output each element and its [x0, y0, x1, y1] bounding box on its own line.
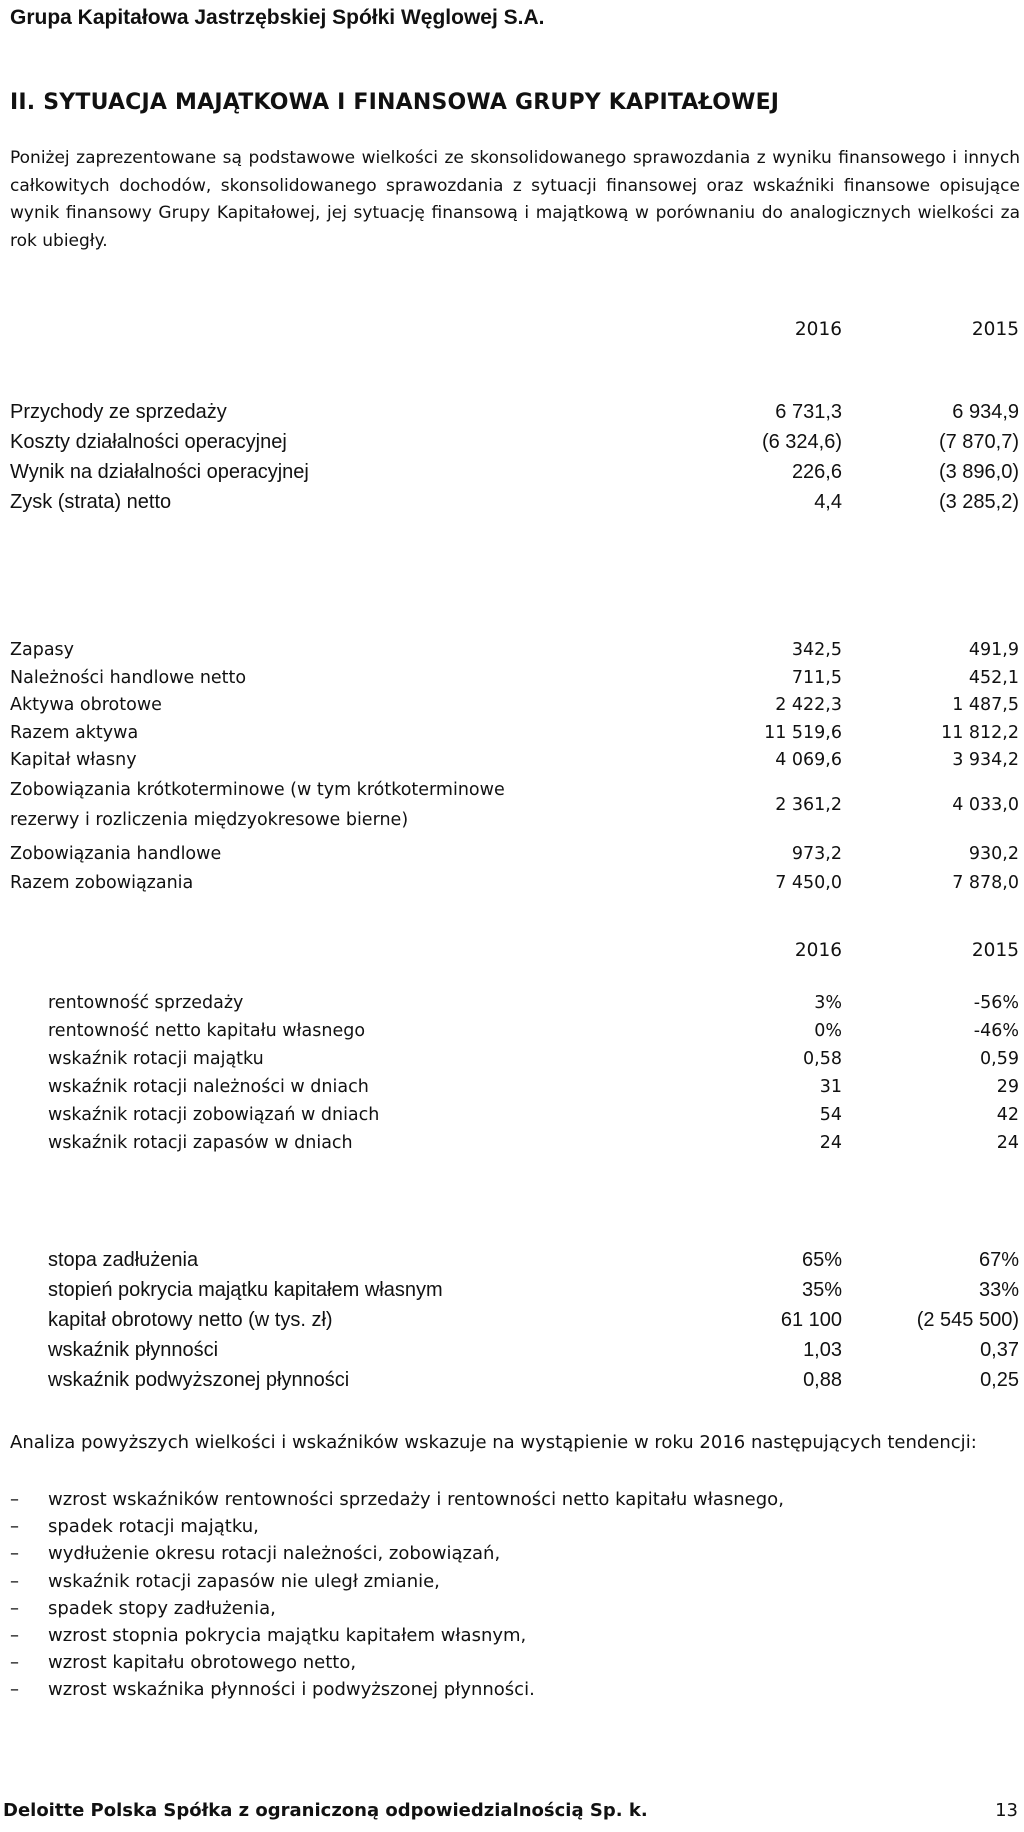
table-row — [0, 1339, 1024, 1369]
value-2016: 711,5 — [791, 668, 842, 688]
value-2015: (7 870,7) — [938, 431, 1019, 453]
list-item-text: wzrost wskaźnika płynności i podwyższonej płynności. — [48, 1679, 535, 1701]
value-2015: -56% — [973, 993, 1019, 1013]
year-2015-header: 2015 — [971, 940, 1019, 961]
value-2016: 0,88 — [803, 1369, 842, 1391]
value-2016: 226,6 — [791, 461, 842, 483]
value-2016: 2 422,3 — [775, 695, 842, 715]
value-2016: 3% — [814, 993, 842, 1013]
row-label: Razem zobowiązania — [10, 873, 194, 893]
value-2015: 0,59 — [980, 1049, 1019, 1069]
value-2015: 0,25 — [980, 1369, 1019, 1391]
table-row — [0, 1077, 1024, 1105]
value-2015: (3 285,2) — [938, 491, 1019, 513]
table-row — [0, 1309, 1024, 1339]
dash-bullet: – — [10, 1570, 19, 1592]
row-label: Zobowiązania krótkoterminowe (w tym krótkoterminowe — [10, 780, 505, 800]
value-2016: 2 361,2 — [775, 795, 842, 815]
value-2016: 35% — [801, 1279, 842, 1301]
row-label: wskaźnik rotacji zobowiązań w dniach — [48, 1105, 380, 1125]
table-row — [0, 695, 1024, 723]
value-2015: 4 033,0 — [952, 795, 1019, 815]
value-2016: 24 — [819, 1133, 842, 1153]
value-2016: (6 324,6) — [761, 431, 842, 453]
value-2016: 0% — [814, 1021, 842, 1041]
value-2016: 973,2 — [791, 844, 842, 864]
table-row — [0, 491, 1024, 521]
row-label: Koszty działalności operacyjnej — [10, 431, 287, 453]
row-label: Zapasy — [10, 640, 75, 660]
list-item — [10, 1568, 1020, 1595]
list-item — [10, 1622, 1020, 1649]
row-label: Kapitał własny — [10, 750, 137, 770]
row-label: Przychody ze sprzedaży — [10, 401, 227, 423]
table-row — [0, 873, 1024, 901]
intro-paragraph — [10, 145, 1020, 255]
list-item — [10, 1540, 1020, 1567]
row-label-continued: rezerwy i rozliczenia międzyokresowe bierne) — [10, 810, 409, 830]
value-2015: 452,1 — [968, 668, 1019, 688]
dash-bullet: – — [10, 1597, 19, 1619]
value-2015: 491,9 — [968, 640, 1019, 660]
year-header-row — [0, 940, 1024, 967]
value-2015: 3 934,2 — [952, 750, 1019, 770]
analysis-paragraph — [10, 1430, 1020, 1456]
footer-firm-name: Deloitte Polska Spółka z ograniczoną odpowiedzialnością Sp. k. — [3, 1800, 648, 1821]
row-label: stopień pokrycia majątku kapitałem własnym — [48, 1279, 443, 1301]
value-2016: 6 731,3 — [775, 401, 842, 423]
list-item-text: wzrost kapitału obrotowego netto, — [48, 1652, 357, 1674]
value-2015: 42 — [996, 1105, 1019, 1125]
year-2016-header: 2016 — [794, 940, 842, 961]
row-label: wskaźnik rotacji majątku — [48, 1049, 264, 1069]
list-item-text: wzrost stopnia pokrycia majątku kapitałem własnym, — [48, 1624, 527, 1646]
table-row — [0, 750, 1024, 778]
row-label: wskaźnik płynności — [48, 1339, 219, 1361]
value-2015: 6 934,9 — [952, 401, 1019, 423]
value-2015: -46% — [973, 1021, 1019, 1041]
section-title: II. SYTUACJA MAJĄTKOWA I FINANSOWA GRUPY KAPITAŁOWEJ — [10, 90, 780, 115]
dash-bullet: – — [10, 1543, 19, 1565]
row-label: Należności handlowe netto — [10, 668, 247, 688]
list-item — [10, 1676, 1020, 1703]
list-item — [10, 1486, 1020, 1513]
table-row — [0, 1249, 1024, 1279]
row-label: kapitał obrotowy netto (w tys. zł) — [48, 1309, 333, 1331]
value-2016: 31 — [819, 1077, 842, 1097]
value-2016: 4,4 — [814, 491, 842, 513]
table-row — [0, 640, 1024, 668]
row-label: Razem aktywa — [10, 723, 139, 743]
value-2016: 65% — [801, 1249, 842, 1271]
table-row — [0, 1049, 1024, 1077]
row-label: Zobowiązania handlowe — [10, 844, 222, 864]
analysis-text: Analiza powyższych wielkości i wskaźników wskazuje na wystąpienie w roku 2016 następujących tendencji: — [10, 1432, 977, 1453]
table-row — [0, 668, 1024, 696]
table-row — [0, 780, 1024, 836]
row-label: stopa zadłużenia — [48, 1249, 199, 1271]
table-row — [0, 723, 1024, 751]
list-item — [10, 1513, 1020, 1540]
list-item — [10, 1595, 1020, 1622]
list-item-text: spadek rotacji majątku, — [48, 1516, 259, 1538]
value-2016: 1,03 — [803, 1339, 842, 1361]
year-2015-header: 2015 — [971, 319, 1019, 340]
value-2016: 7 450,0 — [775, 873, 842, 893]
dash-bullet: – — [10, 1624, 19, 1646]
value-2015: 24 — [996, 1133, 1019, 1153]
row-label: Aktywa obrotowe — [10, 695, 162, 715]
table-row — [0, 844, 1024, 872]
page-number: 13 — [995, 1800, 1018, 1821]
value-2016: 54 — [819, 1105, 842, 1125]
row-label: rentowność netto kapitału własnego — [48, 1021, 366, 1041]
table-row — [0, 1105, 1024, 1133]
list-item-text: wydłużenie okresu rotacji należności, zobowiązań, — [48, 1543, 501, 1565]
value-2015: (2 545 500) — [916, 1309, 1019, 1331]
value-2015: 1 487,5 — [952, 695, 1019, 715]
value-2015: 0,37 — [980, 1339, 1019, 1361]
table-row — [0, 401, 1024, 431]
value-2015: 930,2 — [968, 844, 1019, 864]
value-2015: 33% — [978, 1279, 1019, 1301]
value-2015: (3 896,0) — [938, 461, 1019, 483]
value-2016: 11 519,6 — [764, 723, 842, 743]
year-2016-header: 2016 — [794, 319, 842, 340]
row-label: wskaźnik podwyższonej płynności — [48, 1369, 350, 1391]
intro-text: Poniżej zaprezentowane są podstawowe wielkości ze skonsolidowanego sprawozdania z wyniku finansowego i innych całkowitych dochodów, skonsolidowanego sprawozdania z sytuacji finansowej oraz wskaźniki finansowe opisujące wynik finansowy Grupy Kapitałowej, jej sytuację finansową i majątkową w porównaniu do analogicznych wielkości za rok ubiegły. — [10, 148, 1020, 251]
dash-bullet: – — [10, 1679, 19, 1701]
table-row — [0, 431, 1024, 461]
value-2015: 11 812,2 — [941, 723, 1019, 743]
table-row — [0, 993, 1024, 1021]
document-header: Grupa Kapitałowa Jastrzębskiej Spółki Węglowej S.A. — [10, 6, 545, 29]
list-item-text: wskaźnik rotacji zapasów nie uległ zmianie, — [48, 1570, 440, 1592]
value-2015: 7 878,0 — [952, 873, 1019, 893]
table-row — [0, 461, 1024, 491]
value-2015: 29 — [996, 1077, 1019, 1097]
year-header-row — [0, 319, 1024, 346]
dash-bullet: – — [10, 1489, 19, 1510]
value-2015: 67% — [978, 1249, 1019, 1271]
table-row — [0, 1133, 1024, 1161]
row-label: wskaźnik rotacji zapasów w dniach — [48, 1133, 353, 1153]
dash-bullet: – — [10, 1652, 19, 1674]
row-label: rentowność sprzedaży — [48, 993, 244, 1013]
value-2016: 61 100 — [780, 1309, 842, 1331]
list-item-text: wzrost wskaźników rentowności sprzedaży i rentowności netto kapitału własnego, — [48, 1489, 784, 1510]
table-row — [0, 1021, 1024, 1049]
list-item — [10, 1649, 1020, 1676]
row-label: Wynik na działalności operacyjnej — [10, 461, 309, 483]
dash-bullet: – — [10, 1516, 19, 1538]
table-row — [0, 1279, 1024, 1309]
value-2016: 342,5 — [791, 640, 842, 660]
row-label: wskaźnik rotacji należności w dniach — [48, 1077, 369, 1097]
value-2016: 4 069,6 — [775, 750, 842, 770]
value-2016: 0,58 — [803, 1049, 842, 1069]
list-item-text: spadek stopy zadłużenia, — [48, 1597, 276, 1619]
row-label: Zysk (strata) netto — [10, 491, 172, 513]
table-row — [0, 1369, 1024, 1399]
trends-list — [10, 1486, 1020, 1704]
